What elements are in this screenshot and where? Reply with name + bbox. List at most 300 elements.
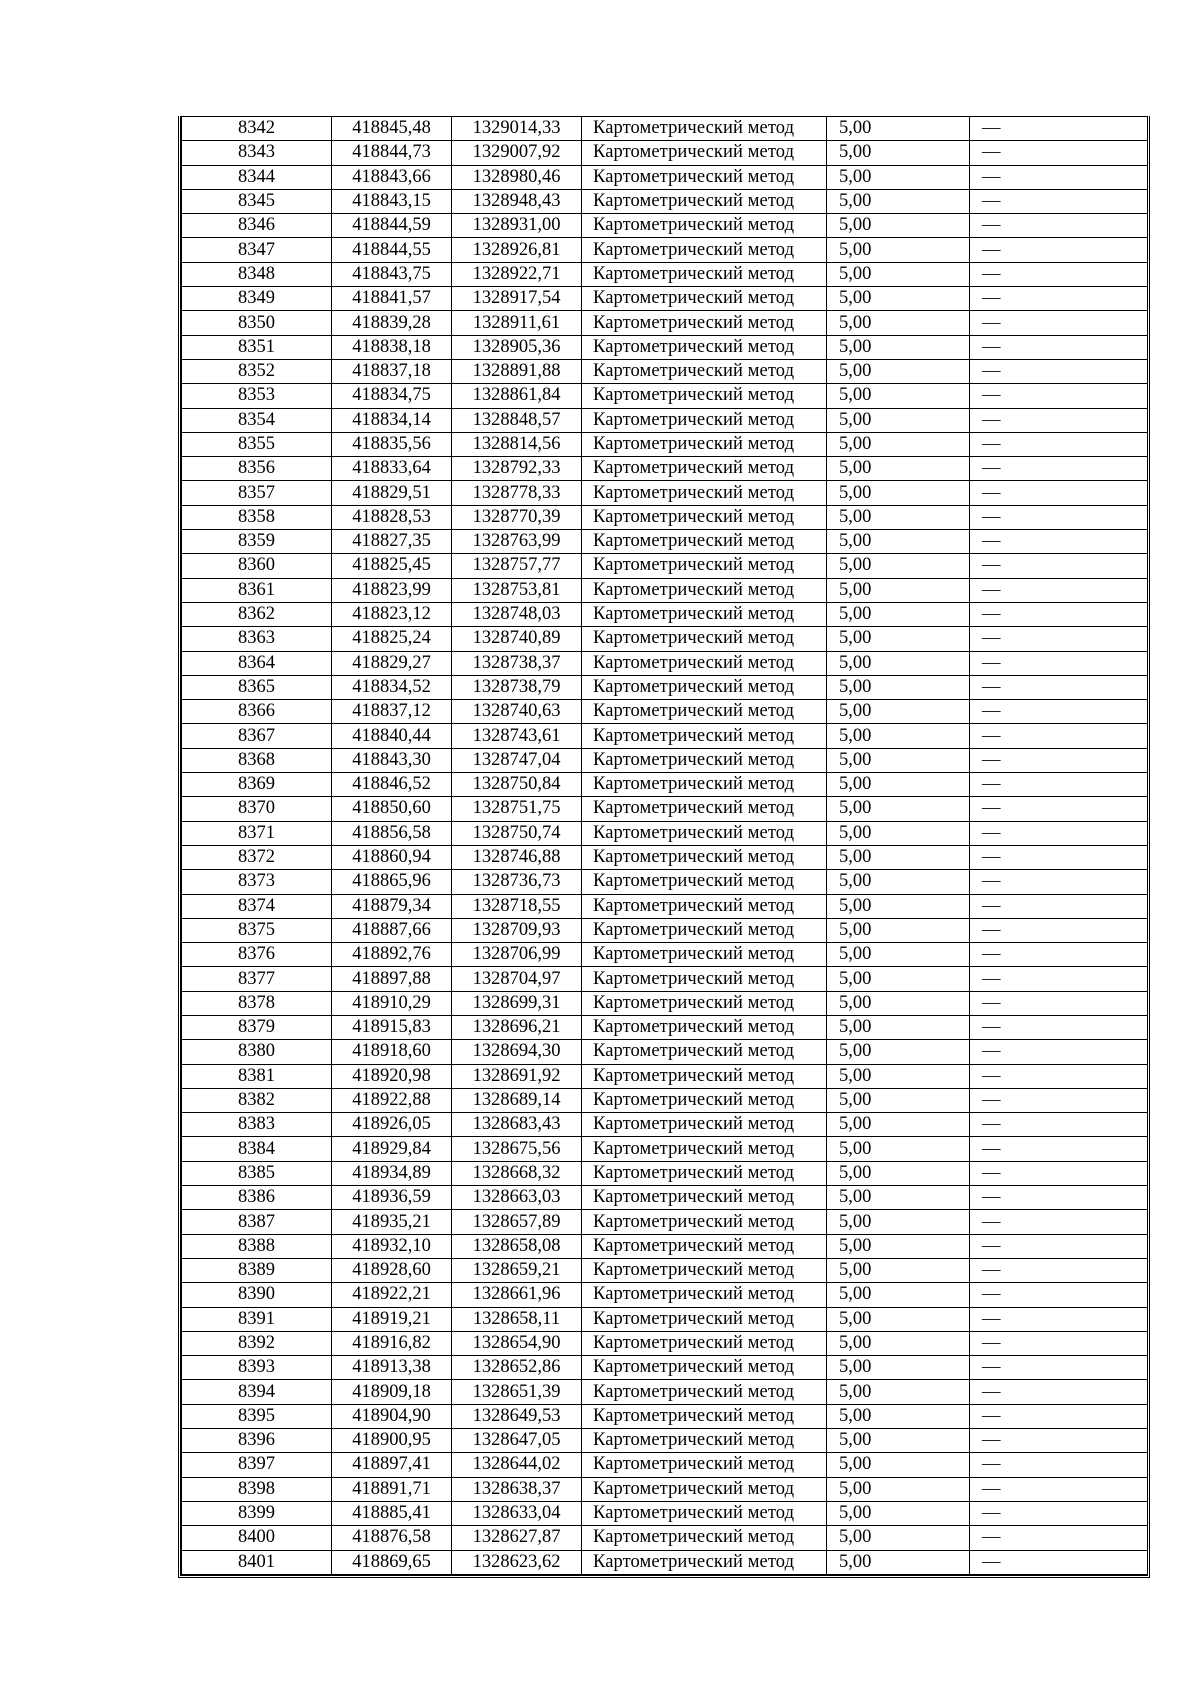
method-cell: Картометрический метод xyxy=(582,797,827,821)
point-number-cell: 8380 xyxy=(182,1040,332,1064)
description-cell: — xyxy=(970,651,1148,675)
point-number-cell: 8391 xyxy=(182,1307,332,1331)
x-coordinate-cell: 418869,65 xyxy=(332,1550,452,1574)
error-cell: 5,00 xyxy=(827,408,970,432)
method-cell: Картометрический метод xyxy=(582,1501,827,1525)
x-coordinate-cell: 418843,75 xyxy=(332,262,452,286)
error-cell: 5,00 xyxy=(827,165,970,189)
method-cell: Картометрический метод xyxy=(582,773,827,797)
error-cell: 5,00 xyxy=(827,457,970,481)
x-coordinate-cell: 418913,38 xyxy=(332,1356,452,1380)
x-coordinate-cell: 418909,18 xyxy=(332,1380,452,1404)
table-row xyxy=(182,530,1148,554)
description-cell: — xyxy=(970,117,1148,141)
x-coordinate-cell: 418840,44 xyxy=(332,724,452,748)
method-cell: Картометрический метод xyxy=(582,287,827,311)
description-cell: — xyxy=(970,870,1148,894)
description-cell: — xyxy=(970,1380,1148,1404)
point-number-cell: 8381 xyxy=(182,1064,332,1088)
x-coordinate-cell: 418897,41 xyxy=(332,1453,452,1477)
method-cell: Картометрический метод xyxy=(582,214,827,238)
method-cell: Картометрический метод xyxy=(582,1088,827,1112)
y-coordinate-cell: 1328814,56 xyxy=(452,432,582,456)
method-cell: Картометрический метод xyxy=(582,1356,827,1380)
x-coordinate-cell: 418825,45 xyxy=(332,554,452,578)
point-number-cell: 8396 xyxy=(182,1429,332,1453)
y-coordinate-cell: 1328689,14 xyxy=(452,1088,582,1112)
x-coordinate-cell: 418922,88 xyxy=(332,1088,452,1112)
description-cell: — xyxy=(970,1113,1148,1137)
description-cell: — xyxy=(970,457,1148,481)
error-cell: 5,00 xyxy=(827,238,970,262)
x-coordinate-cell: 418827,35 xyxy=(332,530,452,554)
y-coordinate-cell: 1328763,99 xyxy=(452,530,582,554)
point-number-cell: 8388 xyxy=(182,1234,332,1258)
y-coordinate-cell: 1329014,33 xyxy=(452,117,582,141)
table-row xyxy=(182,1040,1148,1064)
description-cell: — xyxy=(970,335,1148,359)
method-cell: Картометрический метод xyxy=(582,918,827,942)
method-cell: Картометрический метод xyxy=(582,1550,827,1574)
error-cell: 5,00 xyxy=(827,1429,970,1453)
error-cell: 5,00 xyxy=(827,748,970,772)
description-cell: — xyxy=(970,602,1148,626)
description-cell: — xyxy=(970,481,1148,505)
table-row xyxy=(182,1526,1148,1550)
error-cell: 5,00 xyxy=(827,1234,970,1258)
method-cell: Картометрический метод xyxy=(582,991,827,1015)
point-number-cell: 8384 xyxy=(182,1137,332,1161)
description-cell: — xyxy=(970,214,1148,238)
table-row xyxy=(182,1015,1148,1039)
error-cell: 5,00 xyxy=(827,214,970,238)
table-row xyxy=(182,943,1148,967)
description-cell: — xyxy=(970,1186,1148,1210)
description-cell: — xyxy=(970,700,1148,724)
y-coordinate-cell: 1328980,46 xyxy=(452,165,582,189)
y-coordinate-cell: 1328652,86 xyxy=(452,1356,582,1380)
point-number-cell: 8359 xyxy=(182,530,332,554)
point-number-cell: 8356 xyxy=(182,457,332,481)
x-coordinate-cell: 418834,14 xyxy=(332,408,452,432)
point-number-cell: 8387 xyxy=(182,1210,332,1234)
table-row xyxy=(182,651,1148,675)
table-row xyxy=(182,262,1148,286)
method-cell: Картометрический метод xyxy=(582,1137,827,1161)
error-cell: 5,00 xyxy=(827,1210,970,1234)
table-row xyxy=(182,359,1148,383)
table-row xyxy=(182,1380,1148,1404)
x-coordinate-cell: 418846,52 xyxy=(332,773,452,797)
description-cell: — xyxy=(970,627,1148,651)
x-coordinate-cell: 418932,10 xyxy=(332,1234,452,1258)
table-row xyxy=(182,481,1148,505)
method-cell: Картометрический метод xyxy=(582,578,827,602)
x-coordinate-cell: 418928,60 xyxy=(332,1258,452,1282)
x-coordinate-cell: 418865,96 xyxy=(332,870,452,894)
x-coordinate-cell: 418829,27 xyxy=(332,651,452,675)
method-cell: Картометрический метод xyxy=(582,748,827,772)
x-coordinate-cell: 418833,64 xyxy=(332,457,452,481)
method-cell: Картометрический метод xyxy=(582,311,827,335)
y-coordinate-cell: 1328848,57 xyxy=(452,408,582,432)
error-cell: 5,00 xyxy=(827,651,970,675)
table-row xyxy=(182,821,1148,845)
point-number-cell: 8343 xyxy=(182,141,332,165)
method-cell: Картометрический метод xyxy=(582,1526,827,1550)
x-coordinate-cell: 418841,57 xyxy=(332,287,452,311)
x-coordinate-cell: 418916,82 xyxy=(332,1331,452,1355)
x-coordinate-cell: 418839,28 xyxy=(332,311,452,335)
method-cell: Картометрический метод xyxy=(582,943,827,967)
y-coordinate-cell: 1328750,74 xyxy=(452,821,582,845)
description-cell: — xyxy=(970,1331,1148,1355)
method-cell: Картометрический метод xyxy=(582,1015,827,1039)
description-cell: — xyxy=(970,1234,1148,1258)
table-row xyxy=(182,1477,1148,1501)
description-cell: — xyxy=(970,967,1148,991)
description-cell: — xyxy=(970,773,1148,797)
method-cell: Картометрический метод xyxy=(582,432,827,456)
table-row xyxy=(182,1307,1148,1331)
y-coordinate-cell: 1328740,89 xyxy=(452,627,582,651)
error-cell: 5,00 xyxy=(827,1550,970,1574)
description-cell: — xyxy=(970,1040,1148,1064)
point-number-cell: 8351 xyxy=(182,335,332,359)
error-cell: 5,00 xyxy=(827,481,970,505)
x-coordinate-cell: 418922,21 xyxy=(332,1283,452,1307)
table-row xyxy=(182,1258,1148,1282)
error-cell: 5,00 xyxy=(827,627,970,651)
error-cell: 5,00 xyxy=(827,384,970,408)
description-cell: — xyxy=(970,991,1148,1015)
error-cell: 5,00 xyxy=(827,845,970,869)
method-cell: Картометрический метод xyxy=(582,1258,827,1282)
method-cell: Картометрический метод xyxy=(582,165,827,189)
point-number-cell: 8397 xyxy=(182,1453,332,1477)
y-coordinate-cell: 1328778,33 xyxy=(452,481,582,505)
table-row xyxy=(182,408,1148,432)
table-row xyxy=(182,773,1148,797)
point-number-cell: 8360 xyxy=(182,554,332,578)
y-coordinate-cell: 1328917,54 xyxy=(452,287,582,311)
error-cell: 5,00 xyxy=(827,1501,970,1525)
x-coordinate-cell: 418920,98 xyxy=(332,1064,452,1088)
description-cell: — xyxy=(970,1501,1148,1525)
method-cell: Картометрический метод xyxy=(582,602,827,626)
point-number-cell: 8382 xyxy=(182,1088,332,1112)
description-cell: — xyxy=(970,262,1148,286)
description-cell: — xyxy=(970,384,1148,408)
table-row xyxy=(182,1137,1148,1161)
table-row xyxy=(182,554,1148,578)
description-cell: — xyxy=(970,943,1148,967)
error-cell: 5,00 xyxy=(827,1526,970,1550)
table-row xyxy=(182,918,1148,942)
method-cell: Картометрический метод xyxy=(582,821,827,845)
y-coordinate-cell: 1328623,62 xyxy=(452,1550,582,1574)
y-coordinate-cell: 1328747,04 xyxy=(452,748,582,772)
description-cell: — xyxy=(970,238,1148,262)
error-cell: 5,00 xyxy=(827,335,970,359)
y-coordinate-cell: 1328696,21 xyxy=(452,1015,582,1039)
x-coordinate-cell: 418887,66 xyxy=(332,918,452,942)
coordinates-table-body xyxy=(182,117,1148,1575)
point-number-cell: 8371 xyxy=(182,821,332,845)
y-coordinate-cell: 1328658,11 xyxy=(452,1307,582,1331)
description-cell: — xyxy=(970,1210,1148,1234)
y-coordinate-cell: 1328736,73 xyxy=(452,870,582,894)
table-row xyxy=(182,238,1148,262)
table-row xyxy=(182,675,1148,699)
method-cell: Картометрический метод xyxy=(582,384,827,408)
method-cell: Картометрический метод xyxy=(582,967,827,991)
description-cell: — xyxy=(970,530,1148,554)
error-cell: 5,00 xyxy=(827,700,970,724)
table-row xyxy=(182,627,1148,651)
error-cell: 5,00 xyxy=(827,773,970,797)
method-cell: Картометрический метод xyxy=(582,1307,827,1331)
point-number-cell: 8342 xyxy=(182,117,332,141)
error-cell: 5,00 xyxy=(827,530,970,554)
error-cell: 5,00 xyxy=(827,1113,970,1137)
point-number-cell: 8395 xyxy=(182,1404,332,1428)
point-number-cell: 8357 xyxy=(182,481,332,505)
x-coordinate-cell: 418926,05 xyxy=(332,1113,452,1137)
x-coordinate-cell: 418835,56 xyxy=(332,432,452,456)
table-row xyxy=(182,894,1148,918)
y-coordinate-cell: 1328658,08 xyxy=(452,1234,582,1258)
description-cell: — xyxy=(970,1137,1148,1161)
point-number-cell: 8389 xyxy=(182,1258,332,1282)
error-cell: 5,00 xyxy=(827,141,970,165)
point-number-cell: 8373 xyxy=(182,870,332,894)
table-row xyxy=(182,457,1148,481)
error-cell: 5,00 xyxy=(827,724,970,748)
x-coordinate-cell: 418825,24 xyxy=(332,627,452,651)
description-cell: — xyxy=(970,554,1148,578)
x-coordinate-cell: 418843,66 xyxy=(332,165,452,189)
y-coordinate-cell: 1328668,32 xyxy=(452,1161,582,1185)
table-row xyxy=(182,1453,1148,1477)
description-cell: — xyxy=(970,1088,1148,1112)
y-coordinate-cell: 1328694,30 xyxy=(452,1040,582,1064)
table-row xyxy=(182,384,1148,408)
table-row xyxy=(182,1234,1148,1258)
y-coordinate-cell: 1328740,63 xyxy=(452,700,582,724)
y-coordinate-cell: 1328743,61 xyxy=(452,724,582,748)
x-coordinate-cell: 418829,51 xyxy=(332,481,452,505)
x-coordinate-cell: 418915,83 xyxy=(332,1015,452,1039)
method-cell: Картометрический метод xyxy=(582,1380,827,1404)
x-coordinate-cell: 418843,30 xyxy=(332,748,452,772)
x-coordinate-cell: 418860,94 xyxy=(332,845,452,869)
method-cell: Картометрический метод xyxy=(582,1064,827,1088)
x-coordinate-cell: 418929,84 xyxy=(332,1137,452,1161)
description-cell: — xyxy=(970,287,1148,311)
y-coordinate-cell: 1328911,61 xyxy=(452,311,582,335)
y-coordinate-cell: 1328770,39 xyxy=(452,505,582,529)
table-row xyxy=(182,165,1148,189)
error-cell: 5,00 xyxy=(827,578,970,602)
method-cell: Картометрический метод xyxy=(582,262,827,286)
description-cell: — xyxy=(970,141,1148,165)
point-number-cell: 8379 xyxy=(182,1015,332,1039)
x-coordinate-cell: 418837,18 xyxy=(332,359,452,383)
x-coordinate-cell: 418892,76 xyxy=(332,943,452,967)
y-coordinate-cell: 1328659,21 xyxy=(452,1258,582,1282)
y-coordinate-cell: 1328683,43 xyxy=(452,1113,582,1137)
y-coordinate-cell: 1328750,84 xyxy=(452,773,582,797)
x-coordinate-cell: 418844,73 xyxy=(332,141,452,165)
y-coordinate-cell: 1328638,37 xyxy=(452,1477,582,1501)
error-cell: 5,00 xyxy=(827,189,970,213)
method-cell: Картометрический метод xyxy=(582,1404,827,1428)
point-number-cell: 8398 xyxy=(182,1477,332,1501)
description-cell: — xyxy=(970,1015,1148,1039)
x-coordinate-cell: 418838,18 xyxy=(332,335,452,359)
x-coordinate-cell: 418834,52 xyxy=(332,675,452,699)
error-cell: 5,00 xyxy=(827,432,970,456)
method-cell: Картометрический метод xyxy=(582,1429,827,1453)
description-cell: — xyxy=(970,821,1148,845)
y-coordinate-cell: 1328633,04 xyxy=(452,1501,582,1525)
error-cell: 5,00 xyxy=(827,1186,970,1210)
point-number-cell: 8358 xyxy=(182,505,332,529)
point-number-cell: 8364 xyxy=(182,651,332,675)
method-cell: Картометрический метод xyxy=(582,238,827,262)
y-coordinate-cell: 1328706,99 xyxy=(452,943,582,967)
point-number-cell: 8375 xyxy=(182,918,332,942)
description-cell: — xyxy=(970,1283,1148,1307)
method-cell: Картометрический метод xyxy=(582,724,827,748)
x-coordinate-cell: 418918,60 xyxy=(332,1040,452,1064)
error-cell: 5,00 xyxy=(827,602,970,626)
x-coordinate-cell: 418904,90 xyxy=(332,1404,452,1428)
point-number-cell: 8401 xyxy=(182,1550,332,1574)
method-cell: Картометрический метод xyxy=(582,457,827,481)
y-coordinate-cell: 1328675,56 xyxy=(452,1137,582,1161)
table-row xyxy=(182,845,1148,869)
method-cell: Картометрический метод xyxy=(582,1040,827,1064)
table-row xyxy=(182,700,1148,724)
x-coordinate-cell: 418900,95 xyxy=(332,1429,452,1453)
point-number-cell: 8344 xyxy=(182,165,332,189)
description-cell: — xyxy=(970,1526,1148,1550)
method-cell: Картометрический метод xyxy=(582,1210,827,1234)
description-cell: — xyxy=(970,578,1148,602)
error-cell: 5,00 xyxy=(827,1404,970,1428)
error-cell: 5,00 xyxy=(827,1015,970,1039)
method-cell: Картометрический метод xyxy=(582,700,827,724)
point-number-cell: 8378 xyxy=(182,991,332,1015)
description-cell: — xyxy=(970,797,1148,821)
y-coordinate-cell: 1328757,77 xyxy=(452,554,582,578)
table-row xyxy=(182,578,1148,602)
description-cell: — xyxy=(970,189,1148,213)
error-cell: 5,00 xyxy=(827,1356,970,1380)
x-coordinate-cell: 418844,59 xyxy=(332,214,452,238)
method-cell: Картометрический метод xyxy=(582,1234,827,1258)
point-number-cell: 8369 xyxy=(182,773,332,797)
method-cell: Картометрический метод xyxy=(582,675,827,699)
error-cell: 5,00 xyxy=(827,505,970,529)
table-row xyxy=(182,1064,1148,1088)
point-number-cell: 8348 xyxy=(182,262,332,286)
x-coordinate-cell: 418856,58 xyxy=(332,821,452,845)
error-cell: 5,00 xyxy=(827,262,970,286)
error-cell: 5,00 xyxy=(827,1453,970,1477)
method-cell: Картометрический метод xyxy=(582,894,827,918)
point-number-cell: 8354 xyxy=(182,408,332,432)
y-coordinate-cell: 1328649,53 xyxy=(452,1404,582,1428)
point-number-cell: 8349 xyxy=(182,287,332,311)
y-coordinate-cell: 1328718,55 xyxy=(452,894,582,918)
table-row xyxy=(182,335,1148,359)
method-cell: Картометрический метод xyxy=(582,189,827,213)
description-cell: — xyxy=(970,1161,1148,1185)
error-cell: 5,00 xyxy=(827,1307,970,1331)
y-coordinate-cell: 1328663,03 xyxy=(452,1186,582,1210)
y-coordinate-cell: 1328691,92 xyxy=(452,1064,582,1088)
method-cell: Картометрический метод xyxy=(582,1283,827,1307)
table-row xyxy=(182,870,1148,894)
table-row xyxy=(182,1113,1148,1137)
x-coordinate-cell: 418910,29 xyxy=(332,991,452,1015)
x-coordinate-cell: 418934,89 xyxy=(332,1161,452,1185)
y-coordinate-cell: 1328922,71 xyxy=(452,262,582,286)
point-number-cell: 8346 xyxy=(182,214,332,238)
method-cell: Картометрический метод xyxy=(582,651,827,675)
y-coordinate-cell: 1328861,84 xyxy=(452,384,582,408)
x-coordinate-cell: 418823,12 xyxy=(332,602,452,626)
y-coordinate-cell: 1328704,97 xyxy=(452,967,582,991)
x-coordinate-cell: 418834,75 xyxy=(332,384,452,408)
point-number-cell: 8399 xyxy=(182,1501,332,1525)
x-coordinate-cell: 418891,71 xyxy=(332,1477,452,1501)
method-cell: Картометрический метод xyxy=(582,1186,827,1210)
point-number-cell: 8361 xyxy=(182,578,332,602)
error-cell: 5,00 xyxy=(827,1380,970,1404)
method-cell: Картометрический метод xyxy=(582,1477,827,1501)
x-coordinate-cell: 418823,99 xyxy=(332,578,452,602)
description-cell: — xyxy=(970,675,1148,699)
description-cell: — xyxy=(970,1429,1148,1453)
description-cell: — xyxy=(970,918,1148,942)
table-row xyxy=(182,1088,1148,1112)
table-row xyxy=(182,1404,1148,1428)
table-row xyxy=(182,797,1148,821)
error-cell: 5,00 xyxy=(827,1040,970,1064)
table-row xyxy=(182,1429,1148,1453)
table-row xyxy=(182,287,1148,311)
x-coordinate-cell: 418885,41 xyxy=(332,1501,452,1525)
y-coordinate-cell: 1328651,39 xyxy=(452,1380,582,1404)
point-number-cell: 8347 xyxy=(182,238,332,262)
table-row xyxy=(182,1356,1148,1380)
description-cell: — xyxy=(970,1404,1148,1428)
table-row xyxy=(182,1501,1148,1525)
y-coordinate-cell: 1328748,03 xyxy=(452,602,582,626)
x-coordinate-cell: 418935,21 xyxy=(332,1210,452,1234)
table-row xyxy=(182,117,1148,141)
point-number-cell: 8345 xyxy=(182,189,332,213)
method-cell: Картометрический метод xyxy=(582,554,827,578)
table-row xyxy=(182,189,1148,213)
table-row xyxy=(182,748,1148,772)
y-coordinate-cell: 1328709,93 xyxy=(452,918,582,942)
error-cell: 5,00 xyxy=(827,797,970,821)
